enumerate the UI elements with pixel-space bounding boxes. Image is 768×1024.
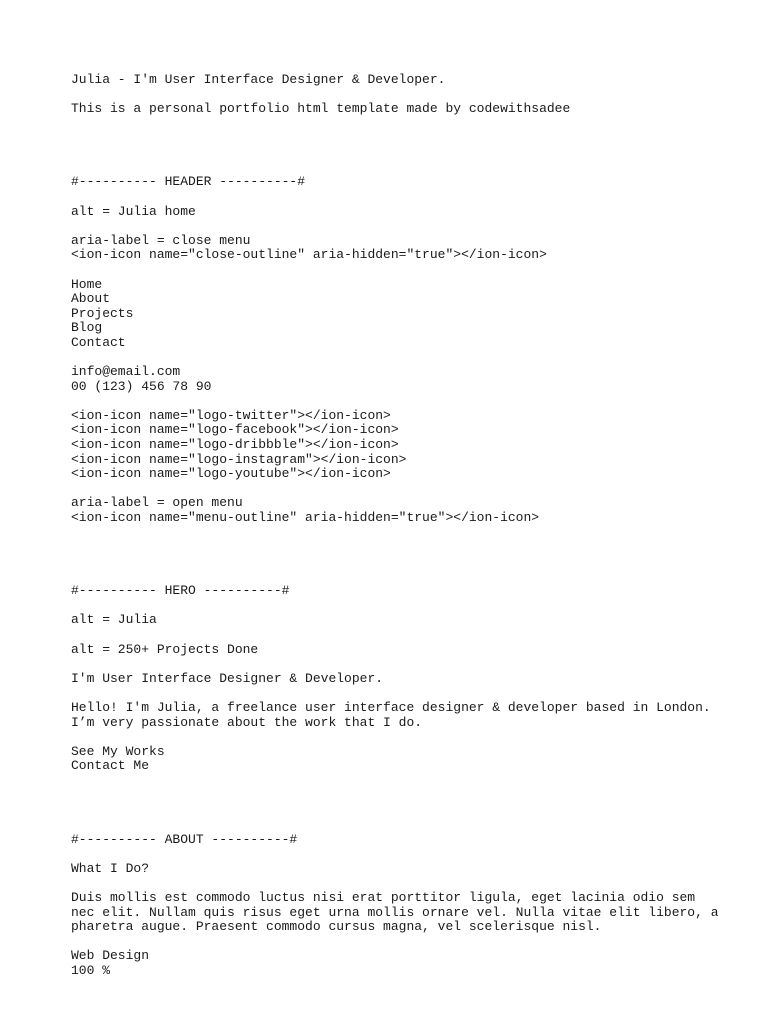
- open-menu-icon-markup: <ion-icon name="menu-outline" aria-hidden="true"></ion-icon>: [71, 510, 540, 526]
- hero-title: I'm User Interface Designer & Developer.: [71, 670, 384, 686]
- about-section-label: #---------- ABOUT ----------#: [71, 831, 298, 847]
- nav-item-blog: Blog: [71, 320, 103, 336]
- contact-info: [71, 365, 768, 394]
- about-text-line-2: nec elit. Nullam quis risus eget urna mollis ornare vel. Nulla vitae elit libero, a: [71, 904, 719, 920]
- open-menu-block: [71, 496, 768, 525]
- section-spacer: [71, 789, 768, 833]
- header-section-label-block: [71, 175, 768, 190]
- hero-image-block: [71, 613, 768, 628]
- hero-image-alt: alt = Julia: [71, 612, 157, 628]
- nav-item-about: About: [71, 291, 111, 307]
- open-menu-aria: aria-label = open menu: [71, 495, 243, 511]
- skill-name: Web Design: [71, 948, 150, 964]
- close-menu-block: [71, 234, 768, 263]
- hero-badge-block: [71, 643, 768, 658]
- social-twitter-markup: <ion-icon name="logo-twitter"></ion-icon>: [71, 407, 391, 423]
- contact-email: info@email.com: [71, 364, 181, 380]
- nav-item-home: Home: [71, 276, 103, 292]
- see-my-works-button[interactable]: See My Works: [71, 743, 165, 759]
- close-menu-aria: aria-label = close menu: [71, 232, 251, 248]
- social-dribbble-markup: <ion-icon name="logo-dribbble"></ion-icon>: [71, 437, 399, 453]
- nav-item-contact: Contact: [71, 334, 126, 350]
- hero-section-label-block: [71, 584, 768, 599]
- about-title-block: [71, 862, 768, 877]
- social-list: [71, 409, 768, 482]
- hero-text-line-2: I’m very passionate about the work that I do.: [71, 714, 423, 730]
- hero-title-block: [71, 672, 768, 687]
- section-spacer: [71, 540, 768, 584]
- header-logo-block: [71, 205, 768, 220]
- hero-text-block: [71, 701, 768, 730]
- nav-list: [71, 278, 768, 351]
- intro-description-block: [71, 102, 768, 117]
- header-section-label: #---------- HEADER ----------#: [71, 174, 306, 190]
- intro-block: [71, 73, 768, 88]
- contact-phone: 00 (123) 456 78 90: [71, 378, 212, 394]
- social-instagram-markup: <ion-icon name="logo-instagram"></ion-icon>: [71, 451, 407, 467]
- hero-badge-alt: alt = 250+ Projects Done: [71, 641, 259, 657]
- page-title: Julia - I'm User Interface Designer & Developer.: [71, 72, 446, 87]
- hero-text-line-1: Hello! I'm Julia, a freelance user interface designer & developer based in London.: [71, 699, 711, 715]
- skill-block: [71, 949, 768, 978]
- nav-item-projects: Projects: [71, 305, 134, 321]
- about-title: What I Do?: [71, 860, 150, 876]
- about-section-label-block: [71, 833, 768, 848]
- hero-buttons: [71, 745, 768, 774]
- hero-section-label: #---------- HERO ----------#: [71, 583, 290, 599]
- about-text-line-1: Duis mollis est commodo luctus nisi erat porttitor ligula, eget lacinia odio sem: [71, 889, 696, 905]
- close-menu-icon-markup: <ion-icon name="close-outline" aria-hidden="true"></ion-icon>: [71, 247, 547, 263]
- social-facebook-markup: <ion-icon name="logo-facebook"></ion-icon>: [71, 422, 399, 438]
- skill-value: 100 %: [71, 962, 111, 978]
- about-text-block: [71, 891, 768, 935]
- header-logo-alt: alt = Julia home: [71, 203, 196, 219]
- contact-me-button[interactable]: Contact Me: [71, 758, 150, 774]
- about-text-line-3: pharetra augue. Praesent commodo cursus magna, vel scelerisque nisl.: [71, 919, 602, 935]
- social-youtube-markup: <ion-icon name="logo-youtube"></ion-icon>: [71, 466, 391, 482]
- section-spacer: [71, 131, 768, 175]
- page-description: This is a personal portfolio html template made by codewithsadee: [71, 101, 571, 117]
